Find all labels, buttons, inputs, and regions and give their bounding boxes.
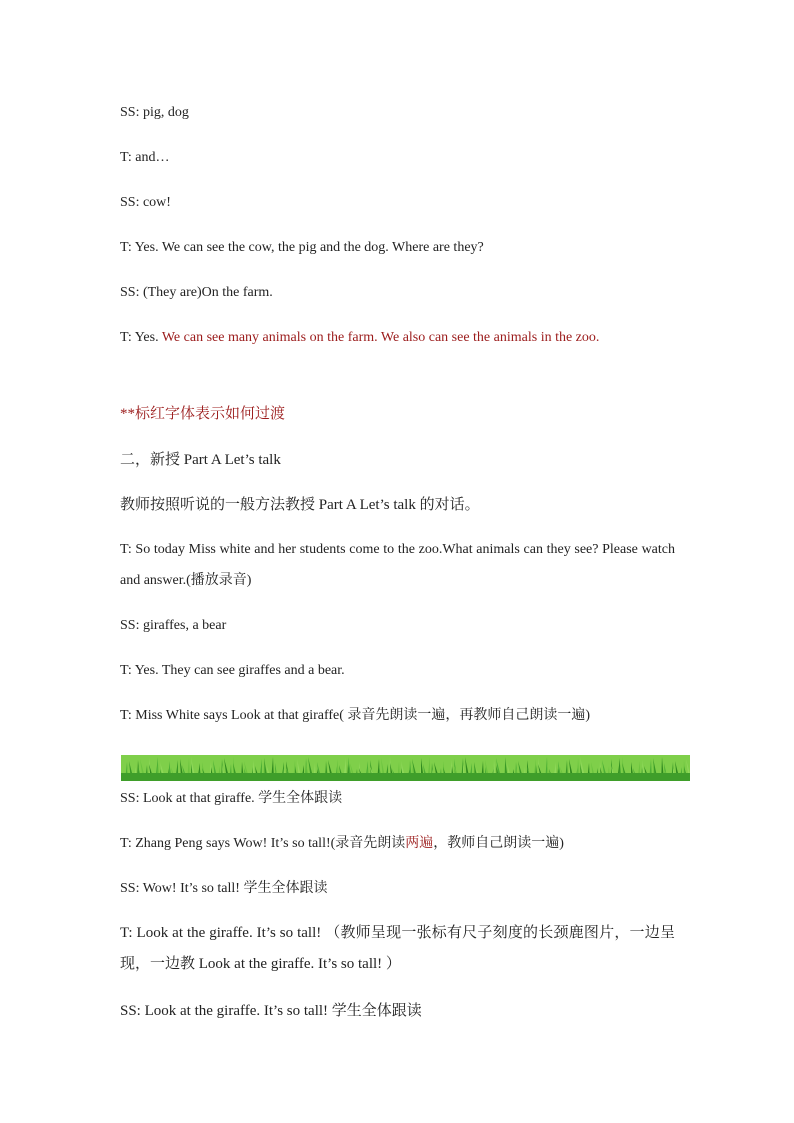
dialogue-line: T: Yes. We can see the cow, the pig and the dog. Where are they? (120, 240, 484, 255)
section-heading: 二，新授 Part A Let’s talk (120, 452, 281, 468)
red-note: **标红字体表示如何过渡 (120, 406, 286, 422)
dialogue-line (120, 835, 675, 853)
dialogue-line: SS: pig, dog (120, 105, 189, 120)
dialogue-line: T: Yes. They can see giraffes and a bear. (120, 663, 345, 678)
dialogue-line: SS: (They are)On the farm. (120, 285, 273, 300)
dialogue-paragraph: T: Look at the giraffe. It’s so tall! （教师呈现一张标有尺子刻度的长颈鹿图片，一边呈现，一边教 Look at the giraffe. It’s so tall! ） (120, 925, 675, 972)
grass-divider-image (121, 755, 690, 781)
grass-icon (121, 755, 690, 781)
dialogue-line: SS: Wow! It’s so tall! 学生全体跟读 (120, 881, 328, 896)
transition-paragraph (120, 322, 675, 353)
dialogue-line: T: Miss White says Look at that giraffe( 录音先朗读一遍，再教师自己朗读一遍) (120, 708, 591, 723)
dialogue-line: SS: Look at that giraffe. 学生全体跟读 (120, 791, 343, 806)
instruction-text: 教师按照听说的一般方法教授 Part A Let’s talk 的对话。 (120, 497, 480, 513)
dialogue-text: ，教师自己朗读一遍) (433, 836, 564, 851)
dialogue-paragraph: T: So today Miss white and her students come to the zoo.What animals can they see? Please watch and answer.(播放录音) (120, 542, 675, 588)
dialogue-speaker-text: T: Yes. (120, 330, 162, 345)
dialogue-text: T: Zhang Peng says Wow! It’s so tall!(录音先朗读 (120, 836, 406, 851)
highlight-text: 两遍 (405, 836, 434, 851)
dialogue-line: T: and… (120, 150, 170, 165)
dialogue-line: SS: Look at the giraffe. It’s so tall! 学生全体跟读 (120, 1003, 422, 1019)
transition-highlight-text: We can see many animals on the farm. We also can see the animals in the zoo. (161, 330, 600, 345)
dialogue-line: SS: giraffes, a bear (120, 618, 227, 633)
dialogue-line: SS: cow! (120, 195, 171, 210)
